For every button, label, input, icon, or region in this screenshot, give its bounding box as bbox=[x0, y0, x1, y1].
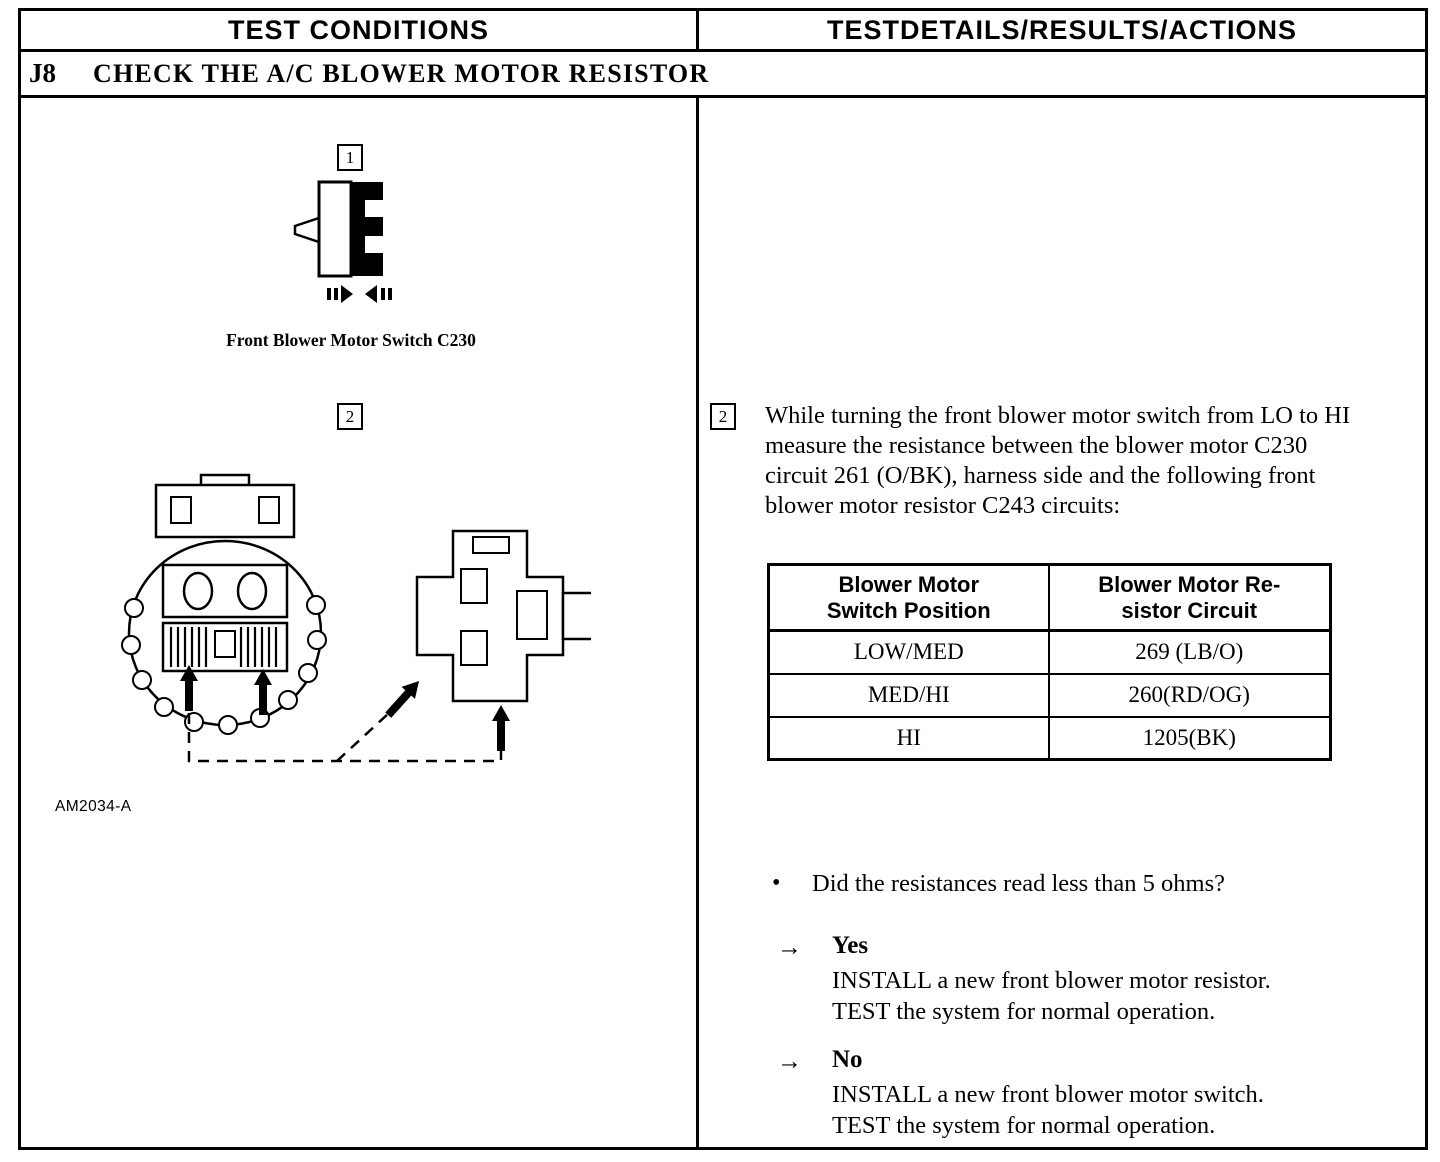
step-marker-2-left: 2 bbox=[337, 403, 363, 430]
arrow-icon: → bbox=[777, 934, 802, 961]
switch-caption: Front Blower Motor Switch C230 bbox=[226, 330, 476, 350]
result-action-line: TEST the system for normal operation. bbox=[832, 1112, 1216, 1139]
result-no bbox=[777, 1046, 1264, 1141]
switch-position-cell: LOW/MED bbox=[769, 631, 1049, 674]
connector-body bbox=[319, 182, 351, 276]
probe-arrow-icon bbox=[492, 705, 510, 751]
arrow-icon: → bbox=[777, 1048, 802, 1075]
step-marker-1: 1 bbox=[337, 144, 363, 171]
document-frame bbox=[18, 8, 1428, 1150]
bullet-icon: • bbox=[772, 870, 781, 896]
dashed-measurement-lead bbox=[337, 713, 389, 761]
circuit-cell: 1205(BK) bbox=[1049, 717, 1331, 760]
test-title-row bbox=[21, 52, 1425, 98]
connector-tab bbox=[295, 218, 319, 242]
blower-switch-connector-diagram bbox=[289, 176, 459, 311]
result-action-line: TEST the system for normal operation. bbox=[832, 998, 1216, 1025]
test-body-row bbox=[21, 98, 1425, 1147]
result-action-line: INSTALL a new front blower motor switch. bbox=[832, 1081, 1264, 1108]
harness-connector-face bbox=[417, 531, 591, 701]
connector-terminal-comb bbox=[351, 182, 383, 276]
probe-arrow-icon bbox=[382, 675, 426, 721]
col-header-switch-position: Blower Motor Switch Position bbox=[769, 565, 1049, 631]
col-header-test-conditions: TEST CONDITIONS bbox=[21, 11, 699, 49]
test-id: J8 bbox=[29, 58, 56, 88]
figure-id: AM2034-A bbox=[55, 798, 132, 815]
question-text: Did the resistances read less than 5 ohms? bbox=[812, 870, 1225, 897]
table-row bbox=[769, 631, 1331, 674]
test-conditions-panel bbox=[21, 98, 699, 1147]
col-header-resistor-circuit: Blower Motor Re- sistor Circuit bbox=[1049, 565, 1331, 631]
result-yes-label: Yes bbox=[832, 932, 869, 959]
table-row bbox=[769, 674, 1331, 717]
test-details-panel bbox=[699, 98, 1425, 1147]
table-header-row bbox=[769, 565, 1331, 631]
test-title: CHECK THE A/C BLOWER MOTOR RESISTOR bbox=[93, 58, 710, 88]
result-yes bbox=[777, 932, 1271, 1027]
resistance-table bbox=[767, 563, 1332, 761]
col-header-test-details: TESTDETAILS/RESULTS/ACTIONS bbox=[826, 14, 1297, 45]
resistor-connector-diagram bbox=[101, 473, 591, 788]
result-no-label: No bbox=[832, 1046, 863, 1073]
step-marker-2-right: 2 bbox=[710, 403, 736, 430]
resistor-connector-face bbox=[122, 475, 326, 734]
switch-position-cell: HI bbox=[769, 717, 1049, 760]
instruction-text: While turning the front blower motor switch from LO to HI measure the resistance between the blower motor C230 circuit 261 (O/BK), harness side and the following front blower motor resistor C243 circuits: bbox=[765, 402, 1351, 519]
circuit-cell: 269 (LB/O) bbox=[1049, 631, 1331, 674]
circuit-cell: 260(RD/OG) bbox=[1049, 674, 1331, 717]
result-action-line: INSTALL a new front blower motor resistor. bbox=[832, 967, 1271, 994]
table-row bbox=[769, 717, 1331, 760]
column-header-row bbox=[21, 11, 1425, 52]
switch-position-cell: MED/HI bbox=[769, 674, 1049, 717]
mating-arrows-icon bbox=[327, 285, 392, 303]
question-row bbox=[772, 870, 1225, 898]
